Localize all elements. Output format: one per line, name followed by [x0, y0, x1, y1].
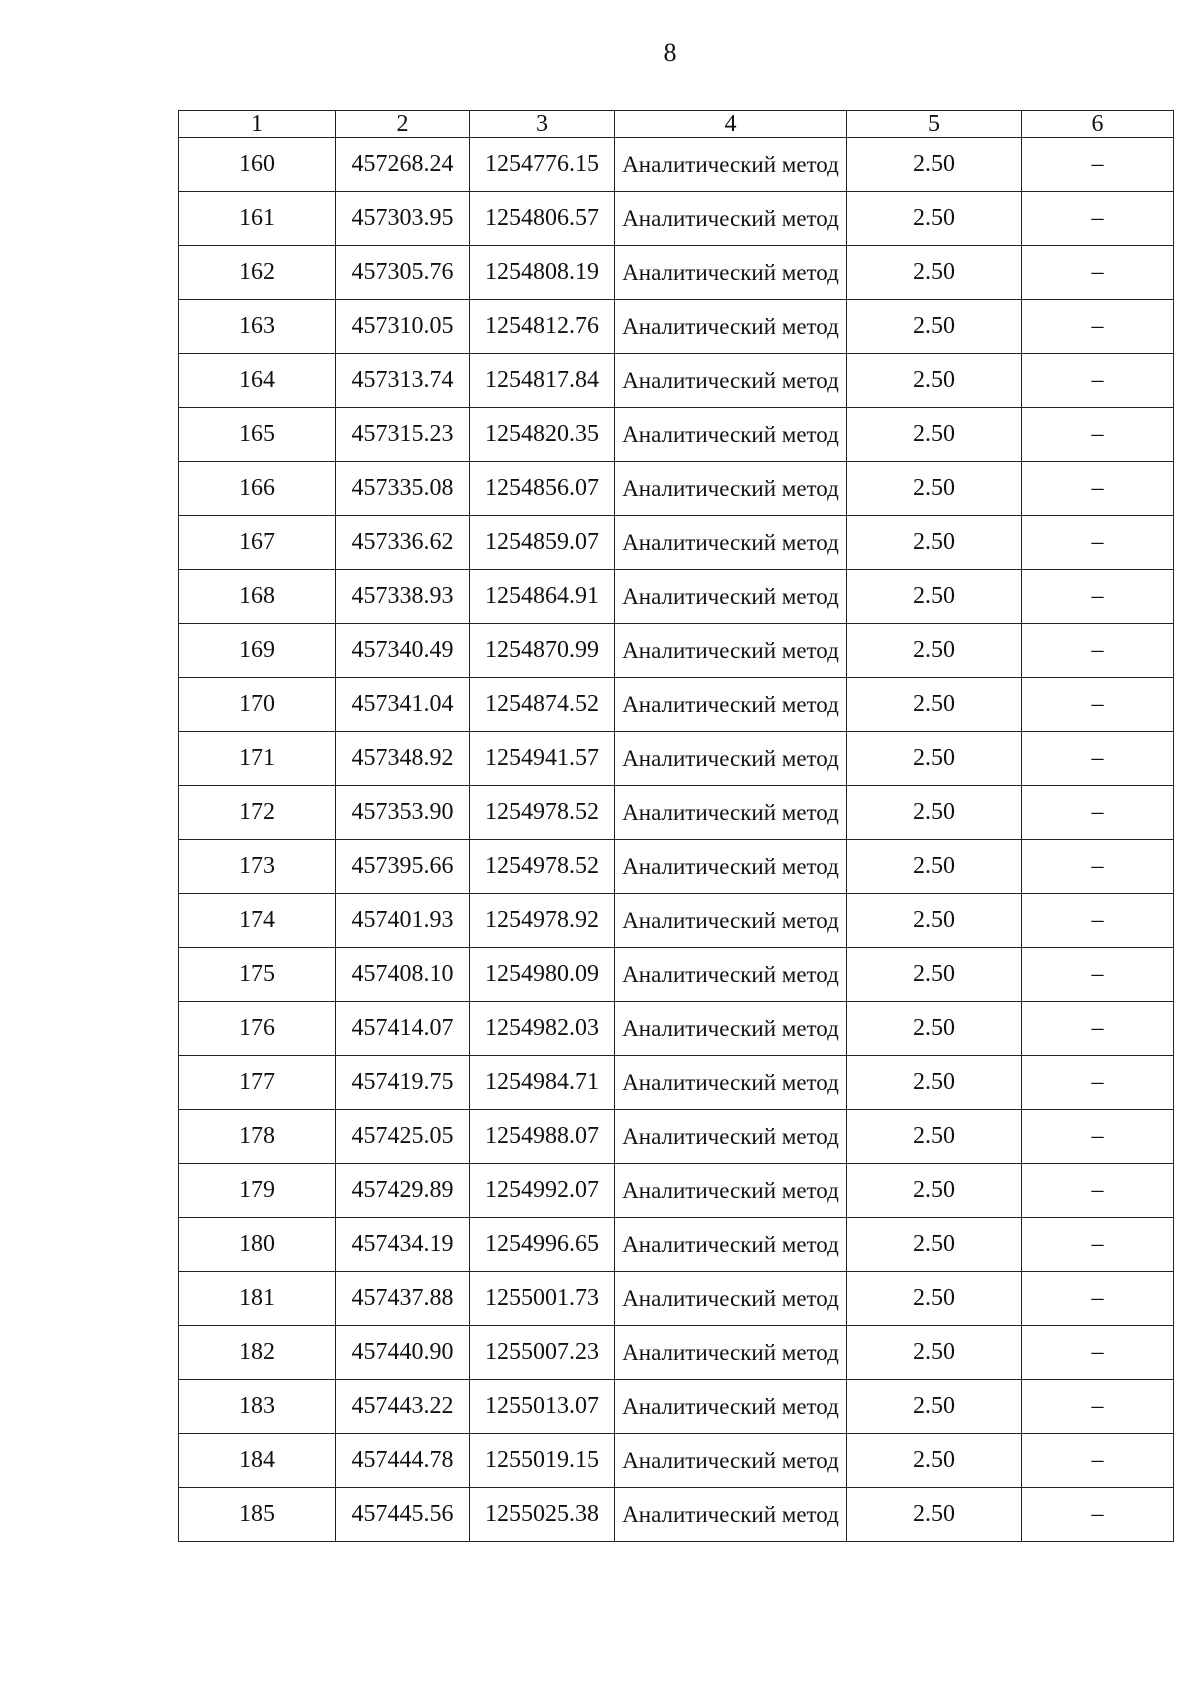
method-cell: Аналитический метод	[615, 1326, 847, 1380]
accuracy-cell: 2.50	[847, 1002, 1022, 1056]
accuracy-cell: 2.50	[847, 192, 1022, 246]
point-number-cell: 167	[179, 516, 336, 570]
y-coordinate-cell: 1254864.91	[470, 570, 615, 624]
y-coordinate-cell: 1255019.15	[470, 1434, 615, 1488]
x-coordinate-cell: 457425.05	[336, 1110, 470, 1164]
y-coordinate-cell: 1255007.23	[470, 1326, 615, 1380]
point-number-cell: 178	[179, 1110, 336, 1164]
table-row	[179, 300, 1174, 354]
method-cell: Аналитический метод	[615, 192, 847, 246]
y-coordinate-cell: 1254806.57	[470, 192, 615, 246]
column-header: 5	[847, 111, 1022, 138]
note-cell: –	[1022, 678, 1174, 732]
method-cell: Аналитический метод	[615, 1056, 847, 1110]
note-cell: –	[1022, 1056, 1174, 1110]
x-coordinate-cell: 457414.07	[336, 1002, 470, 1056]
y-coordinate-cell: 1254978.92	[470, 894, 615, 948]
table-row	[179, 570, 1174, 624]
x-coordinate-cell: 457340.49	[336, 624, 470, 678]
y-coordinate-cell: 1254874.52	[470, 678, 615, 732]
point-number-cell: 170	[179, 678, 336, 732]
point-number-cell: 180	[179, 1218, 336, 1272]
x-coordinate-cell: 457434.19	[336, 1218, 470, 1272]
method-cell: Аналитический метод	[615, 1488, 847, 1542]
note-cell: –	[1022, 192, 1174, 246]
accuracy-cell: 2.50	[847, 1434, 1022, 1488]
x-coordinate-cell: 457315.23	[336, 408, 470, 462]
y-coordinate-cell: 1254982.03	[470, 1002, 615, 1056]
table-row	[179, 1218, 1174, 1272]
note-cell: –	[1022, 786, 1174, 840]
point-number-cell: 172	[179, 786, 336, 840]
x-coordinate-cell: 457341.04	[336, 678, 470, 732]
note-cell: –	[1022, 840, 1174, 894]
accuracy-cell: 2.50	[847, 408, 1022, 462]
accuracy-cell: 2.50	[847, 1218, 1022, 1272]
accuracy-cell: 2.50	[847, 1056, 1022, 1110]
method-cell: Аналитический метод	[615, 408, 847, 462]
column-header: 4	[615, 111, 847, 138]
accuracy-cell: 2.50	[847, 1164, 1022, 1218]
table-row	[179, 408, 1174, 462]
point-number-cell: 176	[179, 1002, 336, 1056]
method-cell: Аналитический метод	[615, 840, 847, 894]
x-coordinate-cell: 457408.10	[336, 948, 470, 1002]
note-cell: –	[1022, 138, 1174, 192]
note-cell: –	[1022, 1434, 1174, 1488]
table-row	[179, 1056, 1174, 1110]
note-cell: –	[1022, 462, 1174, 516]
column-header: 6	[1022, 111, 1174, 138]
table-row	[179, 1326, 1174, 1380]
x-coordinate-cell: 457353.90	[336, 786, 470, 840]
y-coordinate-cell: 1255001.73	[470, 1272, 615, 1326]
x-coordinate-cell: 457401.93	[336, 894, 470, 948]
accuracy-cell: 2.50	[847, 354, 1022, 408]
table-row	[179, 1110, 1174, 1164]
method-cell: Аналитический метод	[615, 516, 847, 570]
y-coordinate-cell: 1254996.65	[470, 1218, 615, 1272]
x-coordinate-cell: 457336.62	[336, 516, 470, 570]
accuracy-cell: 2.50	[847, 246, 1022, 300]
note-cell: –	[1022, 570, 1174, 624]
method-cell: Аналитический метод	[615, 1380, 847, 1434]
accuracy-cell: 2.50	[847, 570, 1022, 624]
header-row	[179, 111, 1174, 138]
accuracy-cell: 2.50	[847, 300, 1022, 354]
method-cell: Аналитический метод	[615, 570, 847, 624]
point-number-cell: 181	[179, 1272, 336, 1326]
accuracy-cell: 2.50	[847, 894, 1022, 948]
method-cell: Аналитический метод	[615, 1110, 847, 1164]
note-cell: –	[1022, 408, 1174, 462]
x-coordinate-cell: 457268.24	[336, 138, 470, 192]
note-cell: –	[1022, 1326, 1174, 1380]
note-cell: –	[1022, 300, 1174, 354]
table-row	[179, 1434, 1174, 1488]
point-number-cell: 185	[179, 1488, 336, 1542]
accuracy-cell: 2.50	[847, 786, 1022, 840]
accuracy-cell: 2.50	[847, 678, 1022, 732]
table-header	[179, 111, 1174, 138]
point-number-cell: 164	[179, 354, 336, 408]
accuracy-cell: 2.50	[847, 1110, 1022, 1164]
point-number-cell: 163	[179, 300, 336, 354]
accuracy-cell: 2.50	[847, 138, 1022, 192]
point-number-cell: 166	[179, 462, 336, 516]
x-coordinate-cell: 457305.76	[336, 246, 470, 300]
note-cell: –	[1022, 894, 1174, 948]
method-cell: Аналитический метод	[615, 462, 847, 516]
y-coordinate-cell: 1254941.57	[470, 732, 615, 786]
point-number-cell: 171	[179, 732, 336, 786]
accuracy-cell: 2.50	[847, 516, 1022, 570]
method-cell: Аналитический метод	[615, 1164, 847, 1218]
method-cell: Аналитический метод	[615, 894, 847, 948]
method-cell: Аналитический метод	[615, 948, 847, 1002]
table-row	[179, 894, 1174, 948]
x-coordinate-cell: 457437.88	[336, 1272, 470, 1326]
table-row	[179, 138, 1174, 192]
table-row	[179, 1002, 1174, 1056]
point-number-cell: 169	[179, 624, 336, 678]
y-coordinate-cell: 1254856.07	[470, 462, 615, 516]
note-cell: –	[1022, 732, 1174, 786]
x-coordinate-cell: 457310.05	[336, 300, 470, 354]
point-number-cell: 165	[179, 408, 336, 462]
y-coordinate-cell: 1254984.71	[470, 1056, 615, 1110]
table-row	[179, 462, 1174, 516]
note-cell: –	[1022, 1218, 1174, 1272]
table-row	[179, 732, 1174, 786]
y-coordinate-cell: 1254992.07	[470, 1164, 615, 1218]
column-header: 3	[470, 111, 615, 138]
y-coordinate-cell: 1254978.52	[470, 786, 615, 840]
method-cell: Аналитический метод	[615, 300, 847, 354]
x-coordinate-cell: 457440.90	[336, 1326, 470, 1380]
x-coordinate-cell: 457348.92	[336, 732, 470, 786]
method-cell: Аналитический метод	[615, 1218, 847, 1272]
point-number-cell: 184	[179, 1434, 336, 1488]
point-number-cell: 168	[179, 570, 336, 624]
y-coordinate-cell: 1254808.19	[470, 246, 615, 300]
column-header: 2	[336, 111, 470, 138]
accuracy-cell: 2.50	[847, 462, 1022, 516]
accuracy-cell: 2.50	[847, 1326, 1022, 1380]
y-coordinate-cell: 1254812.76	[470, 300, 615, 354]
table-row	[179, 1272, 1174, 1326]
x-coordinate-cell: 457443.22	[336, 1380, 470, 1434]
method-cell: Аналитический метод	[615, 786, 847, 840]
method-cell: Аналитический метод	[615, 1272, 847, 1326]
note-cell: –	[1022, 948, 1174, 1002]
table-row	[179, 624, 1174, 678]
table-row	[179, 516, 1174, 570]
method-cell: Аналитический метод	[615, 246, 847, 300]
table-row	[179, 354, 1174, 408]
method-cell: Аналитический метод	[615, 624, 847, 678]
point-number-cell: 175	[179, 948, 336, 1002]
note-cell: –	[1022, 1488, 1174, 1542]
x-coordinate-cell: 457335.08	[336, 462, 470, 516]
x-coordinate-cell: 457303.95	[336, 192, 470, 246]
y-coordinate-cell: 1254776.15	[470, 138, 615, 192]
accuracy-cell: 2.50	[847, 840, 1022, 894]
point-number-cell: 177	[179, 1056, 336, 1110]
table-row	[179, 1380, 1174, 1434]
y-coordinate-cell: 1254980.09	[470, 948, 615, 1002]
point-number-cell: 173	[179, 840, 336, 894]
page-number: 8	[663, 38, 677, 67]
table-row	[179, 192, 1174, 246]
accuracy-cell: 2.50	[847, 948, 1022, 1002]
table-row	[179, 246, 1174, 300]
note-cell: –	[1022, 1164, 1174, 1218]
table-row	[179, 678, 1174, 732]
y-coordinate-cell: 1254859.07	[470, 516, 615, 570]
x-coordinate-cell: 457313.74	[336, 354, 470, 408]
table-row	[179, 948, 1174, 1002]
table-body	[179, 138, 1174, 1542]
column-header: 1	[179, 111, 336, 138]
coordinates-table	[178, 110, 1174, 1542]
note-cell: –	[1022, 1272, 1174, 1326]
point-number-cell: 174	[179, 894, 336, 948]
accuracy-cell: 2.50	[847, 1272, 1022, 1326]
point-number-cell: 182	[179, 1326, 336, 1380]
x-coordinate-cell: 457395.66	[336, 840, 470, 894]
method-cell: Аналитический метод	[615, 138, 847, 192]
accuracy-cell: 2.50	[847, 1380, 1022, 1434]
method-cell: Аналитический метод	[615, 1434, 847, 1488]
x-coordinate-cell: 457429.89	[336, 1164, 470, 1218]
x-coordinate-cell: 457338.93	[336, 570, 470, 624]
y-coordinate-cell: 1254978.52	[470, 840, 615, 894]
method-cell: Аналитический метод	[615, 678, 847, 732]
accuracy-cell: 2.50	[847, 1488, 1022, 1542]
stamp-mark	[850, 1505, 1110, 1615]
accuracy-cell: 2.50	[847, 732, 1022, 786]
note-cell: –	[1022, 624, 1174, 678]
x-coordinate-cell: 457445.56	[336, 1488, 470, 1542]
method-cell: Аналитический метод	[615, 1002, 847, 1056]
method-cell: Аналитический метод	[615, 732, 847, 786]
y-coordinate-cell: 1254820.35	[470, 408, 615, 462]
y-coordinate-cell: 1255013.07	[470, 1380, 615, 1434]
note-cell: –	[1022, 1380, 1174, 1434]
note-cell: –	[1022, 1002, 1174, 1056]
point-number-cell: 161	[179, 192, 336, 246]
y-coordinate-cell: 1255025.38	[470, 1488, 615, 1542]
table-row	[179, 786, 1174, 840]
note-cell: –	[1022, 516, 1174, 570]
note-cell: –	[1022, 1110, 1174, 1164]
y-coordinate-cell: 1254817.84	[470, 354, 615, 408]
point-number-cell: 160	[179, 138, 336, 192]
note-cell: –	[1022, 354, 1174, 408]
note-cell: –	[1022, 246, 1174, 300]
table-row	[179, 840, 1174, 894]
x-coordinate-cell: 457444.78	[336, 1434, 470, 1488]
x-coordinate-cell: 457419.75	[336, 1056, 470, 1110]
method-cell: Аналитический метод	[615, 354, 847, 408]
point-number-cell: 183	[179, 1380, 336, 1434]
accuracy-cell: 2.50	[847, 624, 1022, 678]
y-coordinate-cell: 1254988.07	[470, 1110, 615, 1164]
table-row	[179, 1164, 1174, 1218]
point-number-cell: 162	[179, 246, 336, 300]
point-number-cell: 179	[179, 1164, 336, 1218]
y-coordinate-cell: 1254870.99	[470, 624, 615, 678]
